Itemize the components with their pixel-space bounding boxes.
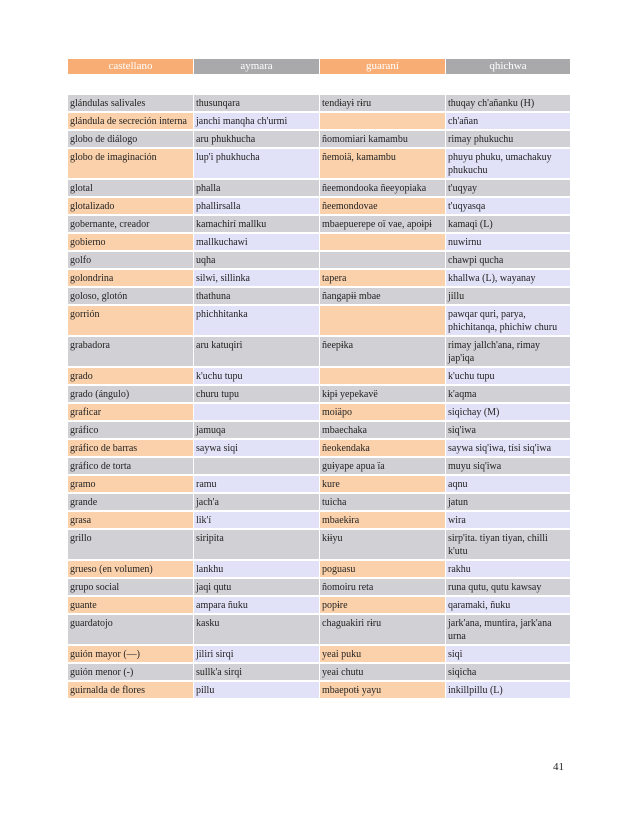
table-row xyxy=(68,404,570,420)
table-row xyxy=(68,95,570,111)
table-row xyxy=(68,422,570,438)
aymara-cell: jiliri sirqi xyxy=(194,646,319,662)
table-row xyxy=(68,458,570,474)
aymara-cell: lup'i phukhucha xyxy=(194,149,319,178)
aymara-cell: ramu xyxy=(194,476,319,492)
qhichwa-cell: khallwa (L), wayanay xyxy=(446,270,570,286)
qhichwa-cell: k'uchu tupu xyxy=(446,368,570,384)
table-row xyxy=(68,198,570,214)
castellano-cell: gramo xyxy=(68,476,193,492)
castellano-cell: guirnalda de flores xyxy=(68,682,193,698)
header-castellano: castellano xyxy=(68,59,193,74)
guarani-cell: tapera xyxy=(320,270,445,286)
qhichwa-cell: qaramaki, ñuku xyxy=(446,597,570,613)
aymara-cell: siripita xyxy=(194,530,319,559)
castellano-cell: gobierno xyxy=(68,234,193,250)
castellano-cell: grasa xyxy=(68,512,193,528)
guarani-cell: moiäpo xyxy=(320,404,445,420)
aymara-cell: pillu xyxy=(194,682,319,698)
qhichwa-cell: saywa siq'iwa, tísi siq'iwa xyxy=(446,440,570,456)
aymara-cell: lankhu xyxy=(194,561,319,577)
castellano-cell: guión menor (-) xyxy=(68,664,193,680)
table-row xyxy=(68,234,570,250)
castellano-cell: grillo xyxy=(68,530,193,559)
guarani-cell: ñomoiru reta xyxy=(320,579,445,595)
guarani-cell: ñeepɨka xyxy=(320,337,445,366)
table-row xyxy=(68,337,570,366)
guarani-cell: yeai chutu xyxy=(320,664,445,680)
guarani-cell: mbaechaka xyxy=(320,422,445,438)
aymara-cell xyxy=(194,458,319,474)
castellano-cell: grabadora xyxy=(68,337,193,366)
guarani-cell: mbaepuerepe oï vae, apoɨpɨ xyxy=(320,216,445,232)
table-header-row xyxy=(68,59,570,74)
qhichwa-cell: siqi xyxy=(446,646,570,662)
qhichwa-cell: rakhu xyxy=(446,561,570,577)
glossary-body xyxy=(68,76,570,698)
aymara-cell: thathuna xyxy=(194,288,319,304)
castellano-cell: guante xyxy=(68,597,193,613)
castellano-cell: gorrión xyxy=(68,306,193,335)
glossary-table xyxy=(67,57,571,700)
qhichwa-cell: rimay phukuchu xyxy=(446,131,570,147)
table-row xyxy=(68,149,570,178)
castellano-cell: golondrina xyxy=(68,270,193,286)
aymara-cell: janchi manqha ch'urmi xyxy=(194,113,319,129)
castellano-cell: glotal xyxy=(68,180,193,196)
aymara-cell: silwi, sillinka xyxy=(194,270,319,286)
castellano-cell: golfo xyxy=(68,252,193,268)
qhichwa-cell: nuwirnu xyxy=(446,234,570,250)
guarani-cell: poguasu xyxy=(320,561,445,577)
table-row xyxy=(68,530,570,559)
castellano-cell: grupo social xyxy=(68,579,193,595)
qhichwa-cell: jillu xyxy=(446,288,570,304)
guarani-cell: yeai puku xyxy=(320,646,445,662)
table-row xyxy=(68,476,570,492)
aymara-cell: phichhitanka xyxy=(194,306,319,335)
aymara-cell xyxy=(194,404,319,420)
table-row xyxy=(68,131,570,147)
table-row xyxy=(68,597,570,613)
castellano-cell: grueso (en volumen) xyxy=(68,561,193,577)
page-number: 41 xyxy=(553,761,564,773)
table-row xyxy=(68,682,570,698)
guarani-cell: guɨyape apua ïa xyxy=(320,458,445,474)
guarani-cell xyxy=(320,368,445,384)
guarani-cell: ñeemondovae xyxy=(320,198,445,214)
guarani-cell: ñomomiari kamambu xyxy=(320,131,445,147)
table-row xyxy=(68,646,570,662)
aymara-cell: jaqi qutu xyxy=(194,579,319,595)
guarani-cell xyxy=(320,252,445,268)
aymara-cell: aru katuqiri xyxy=(194,337,319,366)
header-spacer xyxy=(68,76,570,93)
table-row xyxy=(68,216,570,232)
aymara-cell: ampara ñuku xyxy=(194,597,319,613)
aymara-cell: mallkuchawi xyxy=(194,234,319,250)
aymara-cell: thusunqara xyxy=(194,95,319,111)
qhichwa-cell: pawqar quri, parya, phichitanqa, phichiw churu xyxy=(446,306,570,335)
aymara-cell: jamuqa xyxy=(194,422,319,438)
guarani-cell: ñeokendaka xyxy=(320,440,445,456)
aymara-cell: k'uchu tupu xyxy=(194,368,319,384)
castellano-cell: glándulas salivales xyxy=(68,95,193,111)
table-row xyxy=(68,180,570,196)
castellano-cell: grado (ángulo) xyxy=(68,386,193,402)
qhichwa-cell: siq'iwa xyxy=(446,422,570,438)
qhichwa-cell: wira xyxy=(446,512,570,528)
castellano-cell: globo de diálogo xyxy=(68,131,193,147)
qhichwa-cell: jatun xyxy=(446,494,570,510)
header-guarani: guaraní xyxy=(320,59,445,74)
table-row xyxy=(68,252,570,268)
qhichwa-cell: kamaqi (L) xyxy=(446,216,570,232)
qhichwa-cell: siqicha xyxy=(446,664,570,680)
aymara-cell: kasku xyxy=(194,615,319,644)
qhichwa-cell: runa qutu, qutu kawsay xyxy=(446,579,570,595)
castellano-cell: graficar xyxy=(68,404,193,420)
qhichwa-cell: thuqay ch'añanku (H) xyxy=(446,95,570,111)
castellano-cell: glotalizado xyxy=(68,198,193,214)
table-row xyxy=(68,306,570,335)
castellano-cell: gráfico de barras xyxy=(68,440,193,456)
aymara-cell: uqha xyxy=(194,252,319,268)
castellano-cell: goloso, glotón xyxy=(68,288,193,304)
qhichwa-cell: jark'ana, muntira, jark'ana urna xyxy=(446,615,570,644)
aymara-cell: jach'a xyxy=(194,494,319,510)
guarani-cell: popɨre xyxy=(320,597,445,613)
castellano-cell: gráfico xyxy=(68,422,193,438)
guarani-cell xyxy=(320,113,445,129)
guarani-cell: kɨpɨ yepekavë xyxy=(320,386,445,402)
guarani-cell: tendɨayɨ rɨru xyxy=(320,95,445,111)
guarani-cell: kɨɨyu xyxy=(320,530,445,559)
qhichwa-cell: chawpi qucha xyxy=(446,252,570,268)
guarani-cell: ñeemondooka ñeeyopiaka xyxy=(320,180,445,196)
qhichwa-cell: muyu siq'iwa xyxy=(446,458,570,474)
castellano-cell: grado xyxy=(68,368,193,384)
qhichwa-cell: t'uqyay xyxy=(446,180,570,196)
header-qhichwa: qhichwa xyxy=(446,59,570,74)
table-row xyxy=(68,579,570,595)
aymara-cell: kamachirí mallku xyxy=(194,216,319,232)
aymara-cell: lik'í xyxy=(194,512,319,528)
table-row xyxy=(68,440,570,456)
guarani-cell: ñangapɨɨ mbae xyxy=(320,288,445,304)
castellano-cell: guardatojo xyxy=(68,615,193,644)
castellano-cell: gobernante, creador xyxy=(68,216,193,232)
table-row xyxy=(68,113,570,129)
qhichwa-cell: aqnu xyxy=(446,476,570,492)
guarani-cell: chaguakiri rɨru xyxy=(320,615,445,644)
guarani-cell: mbaekɨra xyxy=(320,512,445,528)
castellano-cell: gráfico de torta xyxy=(68,458,193,474)
guarani-cell: ñemoiä, kamambu xyxy=(320,149,445,178)
qhichwa-cell: inkillpillu (L) xyxy=(446,682,570,698)
table-row xyxy=(68,664,570,680)
guarani-cell: kure xyxy=(320,476,445,492)
qhichwa-cell: k'aqma xyxy=(446,386,570,402)
guarani-cell: mbaepotɨ yayu xyxy=(320,682,445,698)
castellano-cell: grande xyxy=(68,494,193,510)
table-row xyxy=(68,615,570,644)
castellano-cell: glándula de secreción interna xyxy=(68,113,193,129)
guarani-cell: tuicha xyxy=(320,494,445,510)
castellano-cell: guión mayor (—) xyxy=(68,646,193,662)
aymara-cell: churu tupu xyxy=(194,386,319,402)
aymara-cell: phalla xyxy=(194,180,319,196)
table-row xyxy=(68,494,570,510)
header-aymara: aymara xyxy=(194,59,319,74)
guarani-cell xyxy=(320,234,445,250)
aymara-cell: saywa siqi xyxy=(194,440,319,456)
aymara-cell: aru phukhucha xyxy=(194,131,319,147)
qhichwa-cell: phuyu phuku, umachakuy phukuchu xyxy=(446,149,570,178)
table-row xyxy=(68,288,570,304)
qhichwa-cell: rimay jallch'ana, rimay jap'iqa xyxy=(446,337,570,366)
table-row xyxy=(68,512,570,528)
guarani-cell xyxy=(320,306,445,335)
table-row xyxy=(68,386,570,402)
table-row xyxy=(68,561,570,577)
aymara-cell: sullk'a sirqi xyxy=(194,664,319,680)
table-row xyxy=(68,368,570,384)
aymara-cell: phallirsalla xyxy=(194,198,319,214)
qhichwa-cell: t'uqyasqa xyxy=(446,198,570,214)
qhichwa-cell: ch'añan xyxy=(446,113,570,129)
castellano-cell: globo de imaginación xyxy=(68,149,193,178)
qhichwa-cell: sirp'ita. tiyan tiyan, chilli k'utu xyxy=(446,530,570,559)
table-row xyxy=(68,270,570,286)
qhichwa-cell: siqichay (M) xyxy=(446,404,570,420)
